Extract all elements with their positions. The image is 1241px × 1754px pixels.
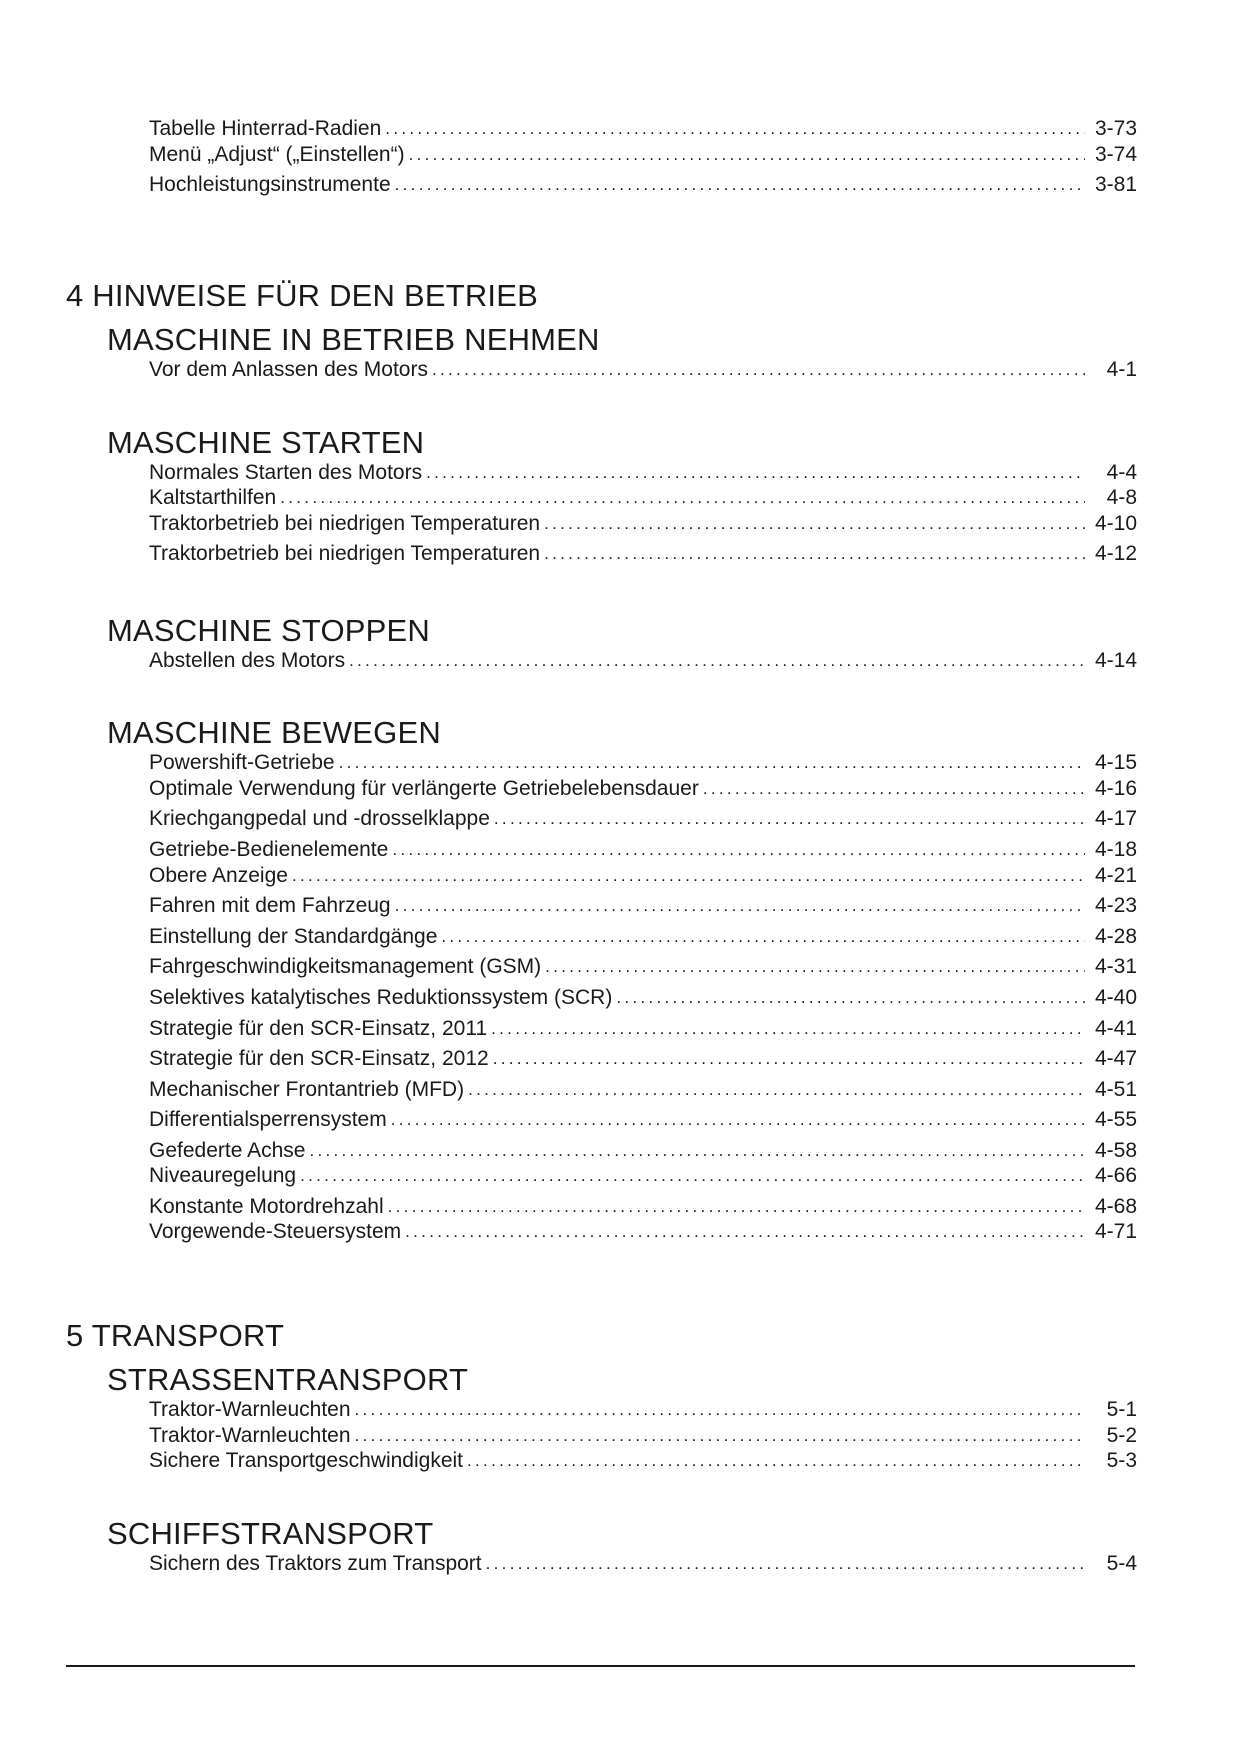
toc-page-number: 4-58: [1094, 1139, 1137, 1162]
toc-entry-title: Traktor-Warnleuchten: [149, 1424, 351, 1447]
toc-entry[interactable]: [149, 893, 1137, 919]
toc-page-number: 3-73: [1094, 117, 1137, 140]
toc-leader-dots: [468, 1077, 1085, 1103]
toc-entry-title: Gefederte Achse: [149, 1139, 306, 1162]
toc-entry[interactable]: [149, 1077, 1137, 1103]
toc-entry[interactable]: [149, 863, 1137, 889]
toc-entry-title: Tabelle Hinterrad-Radien: [149, 117, 382, 140]
toc-entry-title: Abstellen des Motors: [149, 649, 346, 672]
toc-entry[interactable]: [149, 172, 1137, 198]
toc-entry-title: Sichere Transportgeschwindigkeit: [149, 1449, 463, 1472]
toc-entry[interactable]: [149, 1163, 1137, 1189]
toc-entry[interactable]: [149, 1194, 1137, 1220]
toc-page-number: 4-66: [1094, 1164, 1137, 1187]
section-heading: MASCHINE IN BETRIEB NEHMEN: [107, 322, 600, 357]
toc-entry-title: Selektives katalytisches Reduktionssystem (SCR): [149, 986, 613, 1009]
toc-page-number: 5-4: [1106, 1552, 1137, 1575]
toc-page-number: 4-40: [1094, 986, 1137, 1009]
toc-entry-title: Optimale Verwendung für verlängerte Getriebelebensdauer: [149, 777, 699, 800]
toc-page-number: 4-47: [1094, 1047, 1137, 1070]
toc-leader-dots: [385, 116, 1085, 142]
toc-page-number: 4-16: [1094, 777, 1137, 800]
toc-page-number: 4-10: [1094, 512, 1137, 535]
toc-leader-dots: [309, 1138, 1085, 1164]
toc-leader-dots: [486, 1551, 1085, 1577]
toc-entry-title: Powershift-Getriebe: [149, 751, 335, 774]
toc-page-number: 3-81: [1094, 173, 1137, 196]
toc-page-number: 5-2: [1106, 1424, 1137, 1447]
toc-leader-dots: [409, 142, 1085, 168]
toc-page-number: 4-31: [1094, 955, 1137, 978]
toc-entry[interactable]: [149, 142, 1137, 168]
toc-entry-title: Getriebe-Bedienelemente: [149, 838, 389, 861]
toc-leader-dots: [355, 1423, 1085, 1449]
toc-leader-dots: [545, 954, 1085, 980]
toc-page-number: 4-55: [1094, 1108, 1137, 1131]
footer-divider: [66, 1665, 1135, 1667]
section-heading: SCHIFFSTRANSPORT: [107, 1516, 434, 1551]
toc-leader-dots: [355, 1397, 1085, 1423]
toc-leader-dots: [426, 460, 1085, 486]
toc-entry-title: Hochleistungsinstrumente: [149, 173, 391, 196]
toc-entry-title: Fahren mit dem Fahrzeug: [149, 894, 391, 917]
toc-entry[interactable]: [149, 924, 1137, 950]
toc-page-number: 4-23: [1094, 894, 1137, 917]
toc-entry-title: Sichern des Traktors zum Transport: [149, 1552, 482, 1575]
section-heading: MASCHINE STOPPEN: [107, 613, 431, 648]
toc-page-number: 4-18: [1094, 838, 1137, 861]
toc-leader-dots: [703, 776, 1085, 802]
toc-leader-dots: [544, 511, 1085, 537]
toc-page-number: 4-12: [1094, 542, 1137, 565]
toc-entry[interactable]: [149, 806, 1137, 832]
toc-entry-title: Traktorbetrieb bei niedrigen Temperaturen: [149, 512, 541, 535]
toc-entry[interactable]: [149, 511, 1137, 537]
toc-page-number: 5-3: [1106, 1449, 1137, 1472]
toc-leader-dots: [349, 648, 1085, 674]
toc-entry-title: Strategie für den SCR-Einsatz, 2012: [149, 1047, 489, 1070]
toc-leader-dots: [391, 1107, 1085, 1133]
toc-page-number: 4-15: [1094, 751, 1137, 774]
toc-entry-title: Strategie für den SCR-Einsatz, 2011: [149, 1017, 488, 1040]
toc-leader-dots: [405, 1219, 1085, 1245]
toc-entry-title: Normales Starten des Motors: [149, 461, 423, 484]
toc-entry[interactable]: [149, 357, 1137, 383]
section-heading: STRASSENTRANSPORT: [107, 1362, 469, 1397]
toc-entry-title: Vorgewende-Steuersystem: [149, 1220, 402, 1243]
toc-page-number: 4-1: [1106, 358, 1137, 381]
toc-leader-dots: [441, 924, 1085, 950]
toc-leader-dots: [491, 1016, 1085, 1042]
toc-leader-dots: [467, 1448, 1085, 1474]
toc-page-number: 4-4: [1106, 461, 1137, 484]
toc-entry[interactable]: [149, 776, 1137, 802]
toc-leader-dots: [339, 750, 1085, 776]
toc-leader-dots: [493, 1046, 1085, 1072]
toc-page-number: 5-1: [1106, 1398, 1137, 1421]
chapter-heading: 5 TRANSPORT: [66, 1318, 285, 1353]
toc-leader-dots: [395, 893, 1085, 919]
section-heading: MASCHINE STARTEN: [107, 425, 425, 460]
toc-entry[interactable]: [149, 460, 1137, 486]
toc-entry[interactable]: [149, 1046, 1137, 1072]
toc-entry-title: Konstante Motordrehzahl: [149, 1195, 384, 1218]
toc-leader-dots: [432, 357, 1085, 383]
toc-entry[interactable]: [149, 541, 1137, 567]
toc-entry[interactable]: [149, 485, 1137, 511]
toc-page-number: 4-8: [1106, 486, 1137, 509]
toc-page-number: 4-71: [1094, 1220, 1137, 1243]
toc-entry[interactable]: [149, 648, 1137, 674]
toc-entry[interactable]: [149, 1107, 1137, 1133]
toc-leader-dots: [300, 1163, 1085, 1189]
toc-leader-dots: [392, 837, 1085, 863]
toc-page-number: 3-74: [1094, 143, 1137, 166]
section-heading: MASCHINE BEWEGEN: [107, 715, 441, 750]
toc-entry[interactable]: [149, 1219, 1137, 1245]
toc-page-number: 4-17: [1094, 807, 1137, 830]
toc-leader-dots: [494, 806, 1085, 832]
toc-entry-title: Niveauregelung: [149, 1164, 297, 1187]
toc-page-number: 4-68: [1094, 1195, 1137, 1218]
toc-entry-title: Obere Anzeige: [149, 864, 288, 887]
toc-leader-dots: [395, 172, 1085, 198]
toc-entry[interactable]: [149, 1138, 1137, 1164]
toc-leader-dots: [544, 541, 1085, 567]
toc-entry-title: Differentialsperrensystem: [149, 1108, 387, 1131]
toc-page-number: 4-51: [1094, 1078, 1137, 1101]
toc-leader-dots: [616, 985, 1085, 1011]
toc-entry-title: Traktor-Warnleuchten: [149, 1398, 351, 1421]
toc-entry[interactable]: [149, 1016, 1137, 1042]
toc-entry[interactable]: [149, 1448, 1137, 1474]
toc-leader-dots: [388, 1194, 1085, 1220]
toc-entry-title: Menü „Adjust“ („Einstellen“): [149, 143, 405, 166]
toc-entry[interactable]: [149, 954, 1137, 980]
toc-entry-title: Traktorbetrieb bei niedrigen Temperaturen: [149, 542, 541, 565]
toc-page-number: 4-28: [1094, 925, 1137, 948]
toc-page-number: 4-21: [1094, 864, 1137, 887]
toc-entry[interactable]: [149, 750, 1137, 776]
toc-entry-title: Kriechgangpedal und -drosselklappe: [149, 807, 490, 830]
toc-leader-dots: [292, 863, 1085, 889]
toc-entry[interactable]: [149, 1551, 1137, 1577]
chapter-heading: 4 HINWEISE FÜR DEN BETRIEB: [66, 278, 538, 313]
toc-entry[interactable]: [149, 1423, 1137, 1449]
toc-entry-title: Vor dem Anlassen des Motors: [149, 358, 428, 381]
toc-leader-dots: [280, 485, 1085, 511]
toc-entry[interactable]: [149, 985, 1137, 1011]
toc-entry[interactable]: [149, 1397, 1137, 1423]
toc-page-number: 4-41: [1094, 1017, 1137, 1040]
toc-entry[interactable]: [149, 837, 1137, 863]
toc-entry-title: Fahrgeschwindigkeitsmanagement (GSM): [149, 955, 542, 978]
toc-entry[interactable]: [149, 116, 1137, 142]
toc-entry-title: Einstellung der Standardgänge: [149, 925, 438, 948]
toc-page-number: 4-14: [1094, 649, 1137, 672]
toc-entry-title: Kaltstarthilfen: [149, 486, 277, 509]
toc-entry-title: Mechanischer Frontantrieb (MFD): [149, 1078, 465, 1101]
